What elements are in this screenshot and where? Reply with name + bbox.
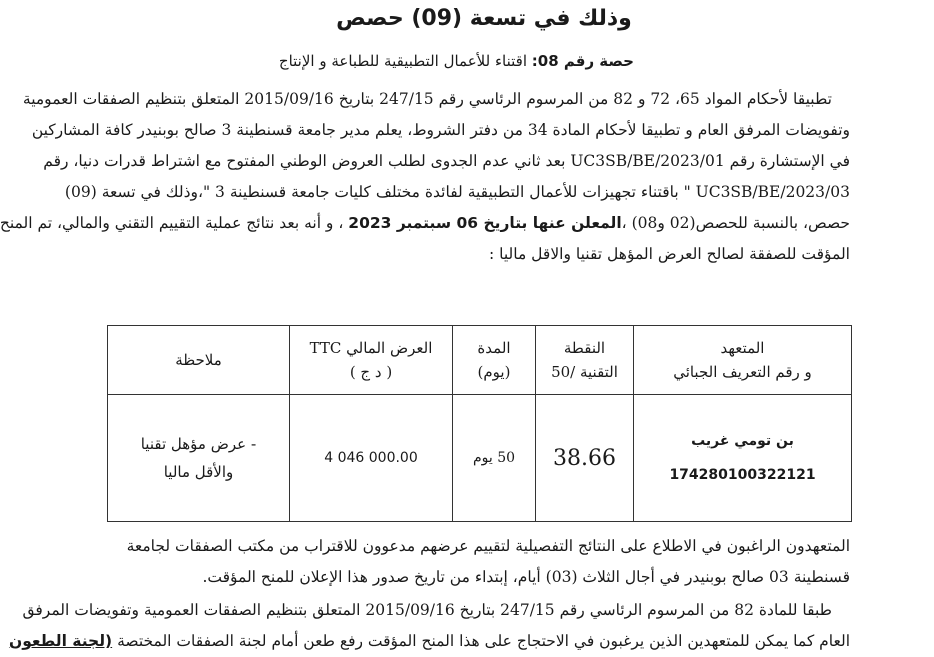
header-duration-label: المدة xyxy=(477,339,511,357)
note-line-2: قسنطينة 03 صالح بوبنيدر في أجال الثلاث (03) أيام، إبتداء من تاريخ صدور هذا الإعلان للمنح المؤقت. xyxy=(202,568,850,586)
cell-score: 38.66 xyxy=(536,395,634,522)
header-remark xyxy=(108,326,290,395)
appeal-committee: (لجنة الطعون xyxy=(8,632,113,650)
note-line-1: المتعهدون الراغبون في الاطلاع على النتائج التفصيلية لتقييم عرضهم مدعوون للاقتراب من مكتب الصفقات لجامعة xyxy=(126,537,850,555)
cell-duration: 50 يوم xyxy=(453,395,536,522)
header-bidder xyxy=(634,326,852,395)
header-score-sub: التقنية /50 xyxy=(551,363,618,381)
table-row xyxy=(108,395,852,522)
header-score xyxy=(536,326,634,395)
header-bidder-sub: و رقم التعريف الجبائي xyxy=(673,363,812,381)
table-header-row xyxy=(108,326,852,395)
header-remark-label: ملاحظة xyxy=(175,351,222,369)
header-offer xyxy=(290,326,453,395)
intro-line-5a: حصص، بالنسبة للحصص(02 و08) ، xyxy=(621,214,850,232)
intro-line-5 xyxy=(0,208,850,239)
intro-line-3: في الإستشارة رقم 01/UC3SB/BE/2023 بعد ثاني عدم الجدوى لطلب العروض الوطني المفتوح مع اشتراط قدرات دنيا، رقم xyxy=(43,152,850,170)
appeal-line-2 xyxy=(8,626,850,657)
intro-line-6: المؤقت للصفقة لصالح العرض المؤهل تقنيا والاقل ماليا : xyxy=(488,245,850,263)
header-score-label: النقطة xyxy=(563,339,606,357)
cell-bidder xyxy=(634,395,852,522)
intro-paragraph xyxy=(0,84,850,270)
header-bidder-label: المتعهد xyxy=(720,339,765,357)
intro-line-2: وتفويضات المرفق العام و تطبيقا لأحكام المادة 34 من دفتر الشروط، يعلم مدير جامعة قسنطينة 3 صالح بوبنيدر كافة المشاركين xyxy=(31,121,850,139)
lot-heading xyxy=(279,52,634,70)
appeal-line-2-text: العام كما يمكن للمتعهدين الذين يرغبون في الاحتجاج على هذا المنح المؤقت رفع طعن أمام لجنة الصفقات المختصة xyxy=(117,632,850,650)
intro-line-1: تطبيقا لأحكام المواد 65، 72 و 82 من المرسوم الرئاسي رقم 247/15 بتاريخ 2015/09/16 المتعلق بتنظيم الصفقات العمومية xyxy=(22,90,832,108)
cell-offer: 4 046 000.00 xyxy=(290,395,453,522)
appeal-paragraph xyxy=(8,595,850,657)
award-table xyxy=(107,325,852,522)
appeal-line-1: طبقا للمادة 82 من المرسوم الرئاسي رقم 247/15 بتاريخ 2015/09/16 المتعلق بتنظيم الصفقات العمومية وتفويضات المرفق xyxy=(22,601,832,619)
intro-line-5b: ، و أنه بعد نتائج عملية التقييم التقني والمالي، تم المنح xyxy=(0,214,349,232)
header-duration xyxy=(453,326,536,395)
results-note xyxy=(110,531,850,593)
bidder-tax-id: 174280100322121 xyxy=(669,467,816,483)
header-offer-sub: ( د ج ) xyxy=(349,363,393,381)
remark-line-1: - عرض مؤهل تقنيا xyxy=(140,435,257,453)
lot-label: حصة رقم 08: xyxy=(531,52,634,70)
cell-remark xyxy=(108,395,290,522)
announcement-date: المعلن عنها بتاريخ 06 سبتمبر 2023 xyxy=(348,214,622,232)
header-duration-sub: (يوم) xyxy=(477,363,511,381)
header-offer-label: العرض المالي TTC xyxy=(309,339,433,357)
page-title: وذلك في تسعة (09) حصص xyxy=(336,6,632,31)
bidder-name: بن تومي غريب xyxy=(691,433,794,449)
remark-line-2: والأقل ماليا xyxy=(163,463,234,481)
lot-name: اقتناء للأعمال التطبيقية للطباعة و الإنتاج xyxy=(278,52,527,70)
intro-line-4: 03/UC3SB/BE/2023 " باقتناء تجهيزات للأعمال التطبيقية لفائدة مختلف كليات جامعة قسنطينة 3 "،وذلك في تسعة (09) xyxy=(64,183,850,201)
